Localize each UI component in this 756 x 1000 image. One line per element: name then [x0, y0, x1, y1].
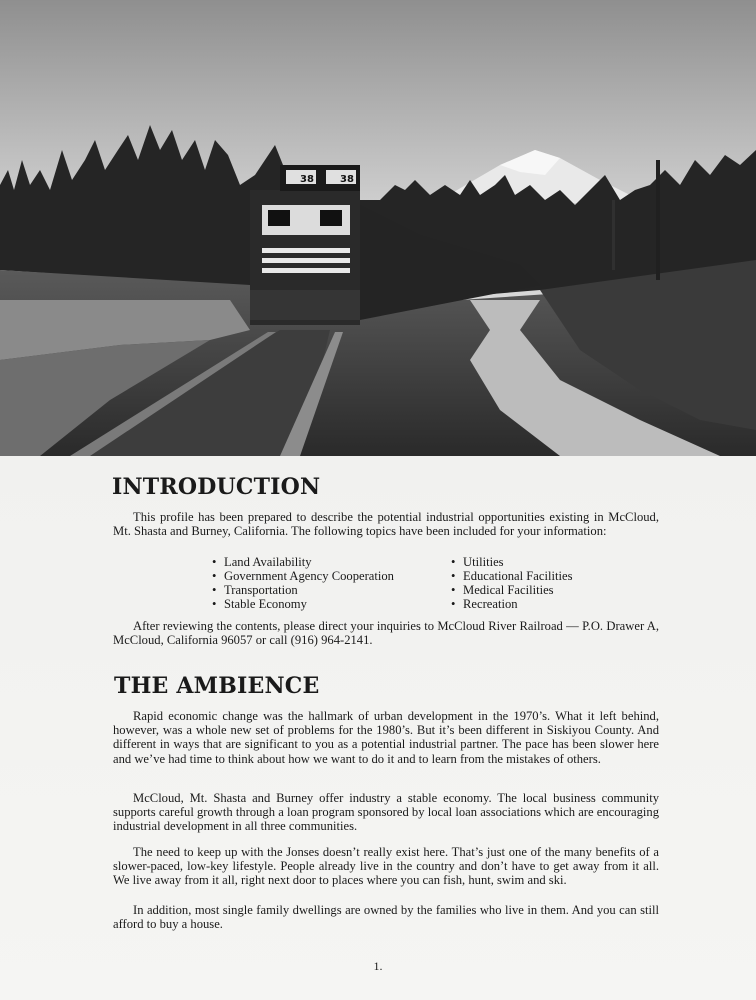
- topic-item: • Educational Facilities: [451, 569, 572, 583]
- train-photo: [0, 0, 756, 456]
- locomotive-number-left: 38: [300, 174, 314, 185]
- topic-item: • Stable Economy: [212, 597, 394, 611]
- ambience-heading: THE AMBIENCE: [114, 673, 320, 699]
- topic-item: • Transportation: [212, 583, 394, 597]
- ambience-paragraph-4: In addition, most single family dwellings are owned by the families who live in them. And you can still afford to buy a house.: [113, 903, 659, 932]
- topic-item: • Medical Facilities: [451, 583, 572, 597]
- inquiry-paragraph: After reviewing the contents, please direct your inquiries to McCloud River Railroad — P.O. Drawer A, McCloud, California 96057 or call (916) 964-2141.: [113, 619, 659, 648]
- topic-item: • Land Availability: [212, 555, 394, 569]
- topic-item: • Recreation: [451, 597, 572, 611]
- introduction-paragraph: This profile has been prepared to describe the potential industrial opportunities existing in McCloud, Mt. Shasta and Burney, California. The following topics have been included for your information:: [113, 510, 659, 539]
- topics-list-left: [212, 555, 394, 611]
- ambience-paragraph-2: McCloud, Mt. Shasta and Burney offer industry a stable economy. The local business community supports careful growth through a loan program sponsored by local loan associations which are encouraging industrial development in all three communities.: [113, 791, 659, 834]
- topic-item: • Government Agency Cooperation: [212, 569, 394, 583]
- topics-list-right: [451, 555, 572, 611]
- ambience-paragraph-3: The need to keep up with the Jonses doesn’t really exist here. That’s just one of the many benefits of a slower-paced, low-key lifestyle. People already live in the country and don’t have to get away from it all. We live away from it all, right next door to places where you can fish, hunt, swim and ski.: [113, 845, 659, 888]
- train-photo-icon: [0, 0, 756, 456]
- topic-item: • Utilities: [451, 555, 572, 569]
- locomotive-number-right: 38: [340, 174, 354, 185]
- page-body: [0, 456, 756, 1000]
- page-number: 1.: [373, 959, 383, 973]
- introduction-heading: INTRODUCTION: [112, 474, 321, 500]
- ambience-paragraph-1: Rapid economic change was the hallmark of urban development in the 1970’s. What it left behind, however, was a whole new set of problems for the 1980’s. But it’s been different in Siskiyou County. And different in ways that are significant to you as a potential industrial partner. The pace has been slower here and we’ve had time to think about how we want to do it and to learn from the mistakes of others.: [113, 709, 659, 766]
